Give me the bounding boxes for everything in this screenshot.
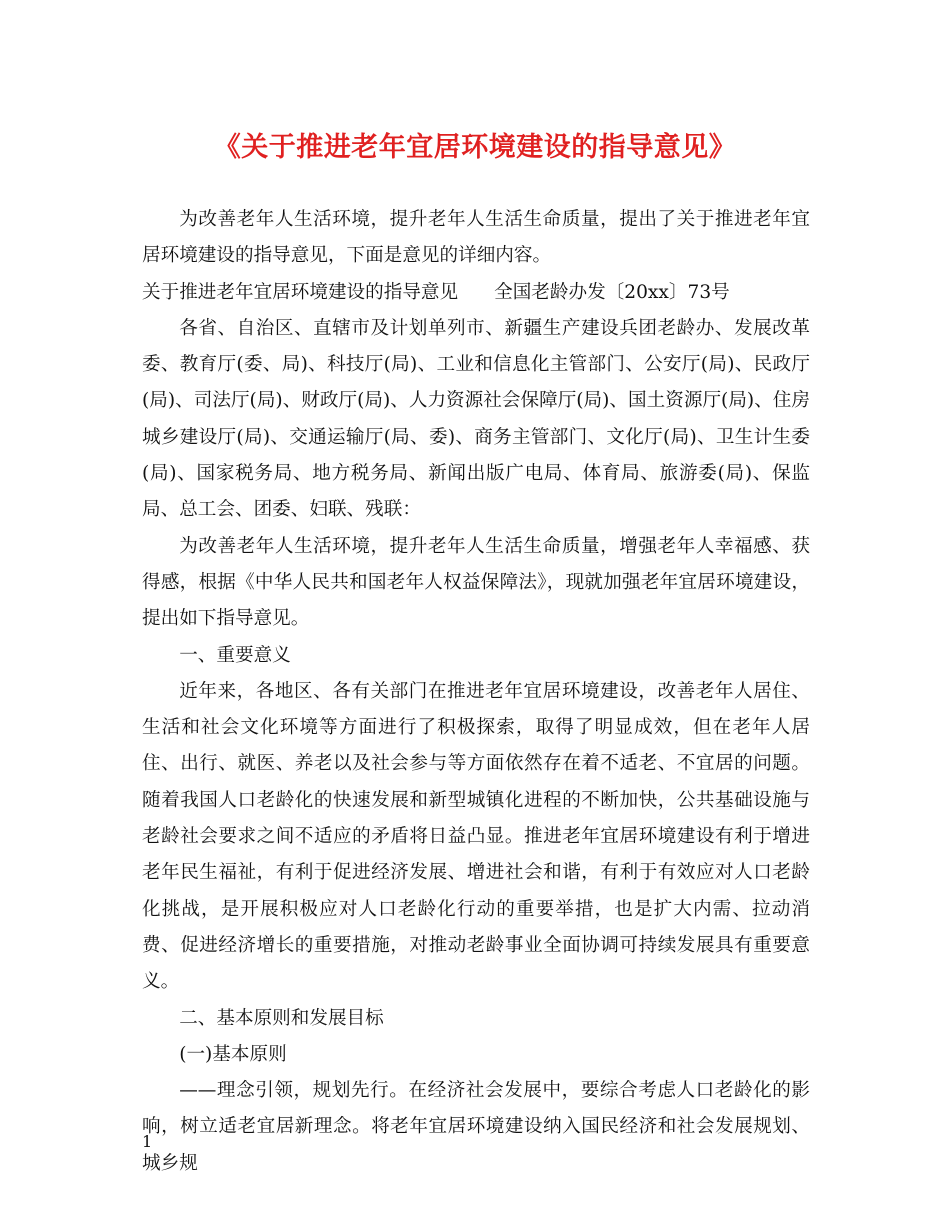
purpose-paragraph: 为改善老年人生活环境，提升老年人生活生命质量，增强老年人幸福感、获得感，根据《中华人民共和国老年人权益保障法》，现就加强老年宜居环境建设，提出如下指导意见。 (142, 535, 810, 630)
subsection-heading-basic-principles: (一)基本原则 (179, 1043, 287, 1065)
principle-paragraph: ——理念引领，规划先行。在经济社会发展中，要综合考虑人口老龄化的影响，树立适老宜居新理念。将老年宜居环境建设纳入国民经济和社会发展规划、城乡规 (142, 1080, 810, 1174)
document-title: 《关于推进老年宜居环境建设的指导意见》 (213, 132, 737, 163)
section-heading-principles: 二、基本原则和发展目标 (179, 1007, 384, 1029)
intro-paragraph: 为改善老年人生活环境，提升老年人生活生命质量，提出了关于推进老年宜居环境建设的指导意见，下面是意见的详细内容。 (142, 209, 810, 267)
reference-number: 全国老龄办发〔20xx〕73号 (494, 281, 730, 303)
addressee-paragraph: 各省、自治区、直辖市及计划单列市、新疆生产建设兵团老龄办、发展改革委、教育厅(委、局)、科技厅(局)、工业和信息化主管部门、公安厅(局)、民政厅(局)、司法厅(局)、财政厅(局)、人力资源社会保障厅(局)、国土资源厅(局)、住房城乡建设厅(局)、交通运输厅(局、委)、商务主管部门、文化厅(局)、卫生计生委(局)、国家税务局、地方税务局、新闻出版广电局、体育局、旅游委(局)、保监局、总工会、团委、妇联、残联： (142, 317, 810, 521)
section-heading-significance: 一、重要意义 (179, 644, 291, 666)
page-number: 1 (142, 1132, 153, 1151)
document-body (142, 202, 810, 1182)
document-reference-line (142, 275, 810, 311)
significance-paragraph: 近年来，各地区、各有关部门在推进老年宜居环境建设，改善老年人居住、生活和社会文化环境等方面进行了积极探索，取得了明显成效，但在老年人居住、出行、就医、养老以及社会参与等方面依然存在着不适老、不宜居的问题。随着我国人口老龄化的快速发展和新型城镇化进程的不断加快，公共基础设施与老龄社会要求之间不适应的矛盾将日益凸显。推进老年宜居环境建设有利于增进老年民生福祉，有利于促进经济发展、增进社会和谐，有利于有效应对人口老龄化挑战，是开展积极应对人口老龄化行动的重要举措，也是扩大内需、拉动消费、促进经济增长的重要措施，对推动老龄事业全面协调可持续发展具有重要意义。 (142, 680, 810, 993)
reference-name: 关于推进老年宜居环境建设的指导意见 (142, 281, 459, 303)
